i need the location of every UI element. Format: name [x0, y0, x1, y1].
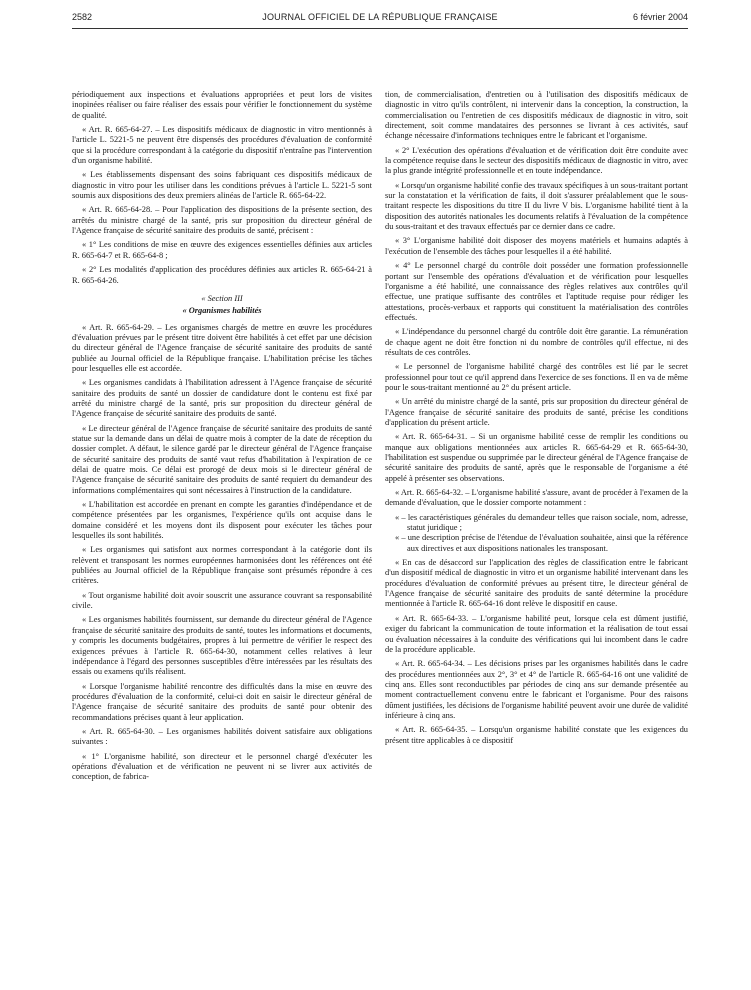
subsection-heading: « Organismes habilités [182, 306, 262, 316]
right-column [385, 90, 688, 750]
paragraph: « 3° L'organisme habilité doit disposer des moyens matériels et humains adaptés à l'exécution de l'ensemble des tâches pour lesquelles il a été habilité. [385, 236, 688, 256]
paragraph: « Art. R. 665-64-32. – L'organisme habilité s'assure, avant de procéder à l'examen de la demande d'évaluation, que le dossier comporte notamment : [385, 488, 688, 508]
header-rule [72, 28, 688, 29]
paragraph: « Art. R. 665-64-27. – Les dispositifs médicaux de diagnostic in vitro mentionnés à l'article L. 5221-5 ne peuvent être dispensés des procédures d'évaluation de conformité que si la procédure correspondant à la catégorie du dispositif n'entraîne pas l'intervention d'un organisme habilité. [72, 125, 372, 166]
list-item: « – les caractéristiques générales du demandeur telles que raison sociale, nom, adresse, statut juridique ; [395, 512, 688, 533]
paragraph: « Art. R. 665-64-31. – Si un organisme habilité cesse de remplir les conditions ou manque aux obligations mentionnées aux articles R. 665-64-29 et R. 665-64-30, l'habilitation est suspendue ou supprimée par le directeur général de l'Agence française de sécurité sanitaire des produits de santé, après que le responsable de l'organisme a été appelé à présenter ses observations. [385, 432, 688, 483]
paragraph: « Les organismes habilités fournissent, sur demande du directeur général de l'Agence française de sécurité sanitaire des produits de santé, toutes les informations et documents, y compris les documents budgétaires, propres à lui permettre de vérifier le respect des exigences prévues à l'article R. 665-64-30, notamment celles relatives à leur indépendance à l'égard des personnes susceptibles d'être intéressées par les résultats des essais ou examens qu'ils réalisent. [72, 615, 373, 677]
paragraph: « Le personnel de l'organisme habilité chargé des contrôles est lié par le secret professionnel pour tout ce qu'il apprend dans l'exercice de ses fonctions. Il en va de même pour le sous-traitant mentionné au 2° du présent article. [385, 362, 688, 392]
paragraph: « Art. R. 665-64-30. – Les organismes habilités doivent satisfaire aux obligations suivantes : [72, 726, 372, 747]
paragraph: « 1° Les conditions de mise en œuvre des exigences essentielles définies aux articles R. 665-64-7 et R. 665-64-8 ; [72, 240, 372, 260]
issue-date: 6 février 2004 [632, 12, 688, 22]
page-header [72, 12, 688, 32]
paragraph: « 4° Le personnel chargé du contrôle doit posséder une formation professionnelle portant sur l'ensemble des opérations d'évaluation et de vérification pour lesquelles l'organisme a été habilité, une connaissance des règles relatives aux contrôles qu'il effectue, une pratique suffisante des contrôles et l'aptitude requise pour rédiger les attestations, procès-verbaux et rapports qui constituent la matérialisation des contrôles effectués. [385, 261, 688, 322]
paragraph: « Art. R. 665-64-35. – Lorsqu'un organisme habilité constate que les exigences du présent titre applicables à ce dispositif [385, 725, 688, 745]
paragraph: « Art. R. 665-64-28. – Pour l'application des dispositions de la présente section, des arrêtés du ministre chargé de la santé, pris sur proposition du directeur général de l'Agence française de sécurité sanitaire des produits de santé, précisent : [72, 205, 372, 236]
paragraph: « 2° Les modalités d'application des procédures définies aux articles R. 665-64-21 à R. 665-64-26. [72, 265, 372, 285]
paragraph: « Art. R. 665-64-33. – L'organisme habilité peut, lorsque cela est dûment justifié, exiger du fabricant la communication de toute information et la réalisation de tout essai ou évaluation nécessaires à la conduite des vérifications qui lui incombent dans le cadre de la procédure applicable. [385, 613, 688, 654]
paragraph: « Tout organisme habilité doit avoir souscrit une assurance couvrant sa responsabilité civile. [72, 590, 372, 611]
requirement-list [385, 513, 688, 554]
journal-title: JOURNAL OFFICIEL DE LA RÉPUBLIQUE FRANÇAISE [262, 12, 498, 22]
left-column [72, 90, 372, 787]
page-number: 2582 [72, 12, 93, 22]
paragraph: périodiquement aux inspections et évaluations appropriées et peut lors de visites inopinées réaliser ou faire réaliser des essais pour vérifier le fonctionnement du système de qualité. [72, 90, 372, 120]
paragraph: « En cas de désaccord sur l'application des règles de classification entre le fabricant d'un dispositif médical de diagnostic in vitro et un organisme habilité intervenant dans les procédures d'évaluation de conformité prévues au présent titre, le directeur général de l'Agence française de sécurité sanitaire des produits de santé détermine la procédure mentionnée à l'article R. 665-64-16 dont relève le dispositif en cause. [385, 558, 688, 609]
paragraph: « Art. R. 665-64-29. – Les organismes chargés de mettre en œuvre les procédures d'évaluation prévues par le présent titre doivent être habilités à cet effet par une décision du directeur général de l'Agence française de sécurité sanitaire des produits de santé publiée au Journal officiel de la République française. L'habilitation précise les tâches pour lesquelles elle est accordée. [72, 322, 372, 373]
paragraph: tion, de commercialisation, d'entretien ou à l'utilisation des dispositifs médicaux de diagnostic in vitro qu'ils contrôlent, ni intervenir dans la conception, la construction, la commercialisation ou l'entretien de ces dispositifs médicaux de diagnostic in vitro, soit directement, soit comme mandataires des personnes se livrant à ces activités, sauf échange nécessaire d'informations techniques entre le fabricant et l'organisme. [385, 90, 688, 141]
paragraph: « Lorsque l'organisme habilité rencontre des difficultés dans la mise en œuvre des procédures d'évaluation de la conformité, celui-ci doit en saisir le directeur général de l'Agence française de sécurité sanitaire des produits de santé pour obtenir des recommandations précises quant à leur application. [72, 681, 372, 722]
paragraph: « Les organismes qui satisfont aux normes correspondant à la catégorie dont ils relèvent et transposant les normes européennes harmonisées dont les références ont été publiées au Journal officiel de la République française sont présumés répondre à ces critères. [72, 545, 372, 586]
paragraph: « Lorsqu'un organisme habilité confie des travaux spécifiques à un sous-traitant portant sur la constatation et la vérification de faits, il doit s'assurer préalablement que le sous-traitant respecte les dispositions du titre II du livre V bis. L'organisme habilité tient à la disposition des autorités nationales les documents relatifs à l'évaluation de la compétence du sous-traitant et des travaux effectués par ce dernier dans ce cadre. [385, 180, 688, 232]
paragraph: « Les organismes candidats à l'habilitation adressent à l'Agence française de sécurité sanitaire des produits de santé un dossier de candidature dont le contenu est fixé par arrêté du ministre chargé de la santé, pris sur proposition du directeur général de l'Agence française de sécurité sanitaire des produits de santé. [72, 378, 372, 419]
list-item: « – une description précise de l'étendue de l'évaluation souhaitée, ainsi que la référence aux directives et aux dispositions nationales les transposant. [395, 533, 688, 553]
paragraph: « 2° L'exécution des opérations d'évaluation et de vérification doit être conduite avec la compétence requise dans le secteur des dispositifs médicaux de diagnostic in vitro, avec la plus grande intégrité professionnelle et en toute indépendance. [385, 145, 688, 176]
paragraph: « L'habilitation est accordée en prenant en compte les garanties d'indépendance et de compétence présentées par les organismes, l'expérience qu'ils ont acquise dans le domaine considéré et les moyens dont ils disposent pour exécuter les tâches pour lesquelles ils sont habilités. [72, 500, 372, 541]
paragraph: « L'indépendance du personnel chargé du contrôle doit être garantie. La rémunération de chaque agent ne doit être fonction ni du nombre de contrôles qu'il effectue, ni des résultats de ces contrôles. [385, 327, 688, 357]
paragraph: « Un arrêté du ministre chargé de la santé, pris sur proposition du directeur général de l'Agence française de sécurité sanitaire des produits de santé, précise les conditions d'application du présent article. [385, 397, 688, 427]
section-heading: « Section III [201, 293, 243, 303]
paragraph: « Art. R. 665-64-34. – Les décisions prises par les organismes habilités dans le cadre des procédures mentionnées aux 2°, 3° et 4° de l'article R. 665-64-16 ont une validité de cinq ans. Elles sont reconductibles par périodes de cinq ans sur demande présentée au moment contractuellement convenu entre le fabricant et l'organisme. Pour des raisons dûment justifiées, les décisions de l'organisme habilité peuvent avoir une durée de validité inférieure à cinq ans. [385, 659, 688, 720]
paragraph: « 1° L'organisme habilité, son directeur et le personnel chargé d'exécuter les opérations d'évaluation et de vérification ne peuvent ni se livrer aux activités de conception, de fabrica- [72, 751, 372, 782]
paragraph: « Le directeur général de l'Agence française de sécurité sanitaire des produits de santé statue sur la demande dans un délai de quatre mois à compter de la date de réception du dossier complet. A défaut, le silence gardé par le directeur général de l'Agence française de sécurité sanitaire des produits de santé vaut refus d'habilitation à l'expiration de ce délai de quatre mois. Ce délai est prorogé de deux mois si le directeur général de l'Agence française de sécurité sanitaire des produits de santé requiert du demandeur des informations complémentaires qui sont nécessaires à l'instruction de la candidature. [72, 423, 372, 495]
paragraph: « Les établissements dispensant des soins fabriquant ces dispositifs médicaux de diagnostic in vitro pour les utiliser dans les conditions prévues à l'article L. 5221-5 sont soumis aux dispositions des deux premiers alinéas de l'article R. 665-64-22. [72, 170, 372, 201]
